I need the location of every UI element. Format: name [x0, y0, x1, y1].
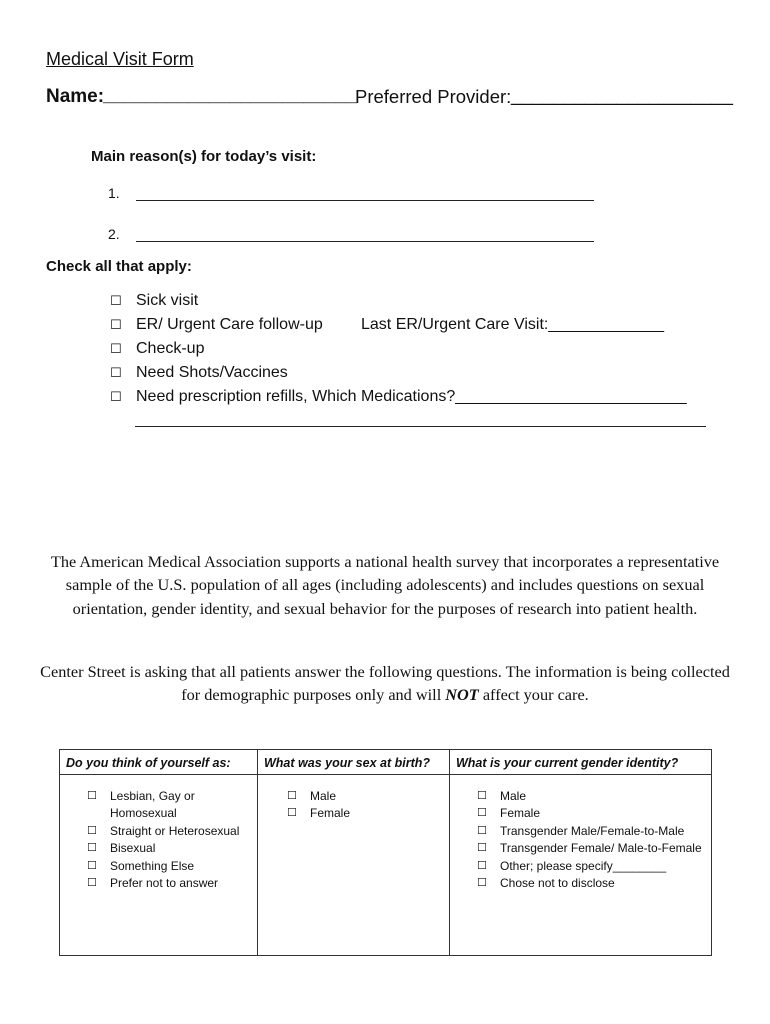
option-lesbian-gay[interactable]	[87, 788, 253, 823]
orientation-heading: Do you think of yourself as:	[60, 750, 257, 775]
option-something-else[interactable]	[87, 858, 253, 875]
option-bisexual[interactable]	[87, 840, 253, 857]
visit-reason-line-2	[108, 226, 594, 242]
gender-identity-heading: What is your current gender identity?	[450, 750, 711, 775]
checkbox[interactable]: ☐	[477, 790, 487, 802]
demographics-table	[59, 749, 712, 956]
checklist-label: Need prescription refills, Which Medications?__________________________	[136, 388, 687, 405]
option-label: Other; please specify________	[500, 858, 667, 873]
checkbox[interactable]: ☐	[477, 824, 487, 837]
option-label: Transgender Male/Female-to-Male	[500, 823, 685, 838]
sex-at-birth-options	[287, 788, 445, 823]
option-male[interactable]	[477, 788, 707, 805]
checklist-label: Sick visit	[136, 292, 199, 309]
checkbox-check-up[interactable]: ☐	[110, 341, 122, 356]
option-straight[interactable]	[87, 823, 253, 840]
name-label: Name:	[46, 86, 105, 107]
checkbox[interactable]: ☐	[87, 790, 97, 802]
option-label: Lesbian, Gay or Homosexual	[110, 789, 195, 821]
visit-reason-field-2[interactable]	[136, 227, 594, 242]
option-other-specify[interactable]	[477, 858, 707, 875]
checklist-label: Need Shots/Vaccines	[136, 364, 288, 381]
visit-reason-field-1[interactable]	[136, 186, 594, 201]
checkbox-er-followup[interactable]: ☐	[110, 317, 122, 332]
preferred-provider-label: Preferred Provider:	[355, 86, 512, 107]
option-label: Straight or Heterosexual	[110, 823, 240, 838]
checkbox[interactable]: ☐	[287, 807, 297, 820]
orientation-column	[60, 750, 258, 955]
sex-at-birth-column	[258, 750, 450, 955]
option-female[interactable]	[477, 805, 707, 822]
not-emphasis: NOT	[445, 685, 479, 705]
checkbox[interactable]: ☐	[87, 824, 97, 837]
checkbox[interactable]: ☐	[87, 877, 97, 890]
checkbox[interactable]: ☐	[477, 807, 487, 820]
sex-at-birth-heading: What was your sex at birth?	[258, 750, 449, 775]
checkbox[interactable]: ☐	[477, 842, 487, 855]
visit-reason-number: 1.	[108, 185, 120, 201]
option-chose-not-disclose[interactable]	[477, 875, 707, 892]
preferred-provider-field[interactable]: _____________________	[511, 85, 733, 106]
option-label: Bisexual	[110, 841, 156, 856]
option-label: Female	[310, 806, 351, 821]
name-field[interactable]: ________________________	[103, 85, 357, 106]
last-er-visit-field[interactable]: Last ER/Urgent Care Visit:_____________	[361, 316, 665, 333]
medications-field-continued[interactable]	[135, 412, 706, 427]
check-all-heading: Check all that apply:	[46, 258, 192, 275]
checkbox[interactable]: ☐	[87, 859, 97, 872]
form-title: Medical Visit Form	[46, 49, 194, 69]
checkbox[interactable]: ☐	[477, 859, 487, 872]
checkbox-sick-visit[interactable]: ☐	[110, 293, 122, 308]
center-street-text-end: affect your care.	[478, 685, 589, 705]
checkbox-refills[interactable]: ☐	[110, 389, 122, 404]
checklist-item-check-up	[110, 338, 687, 362]
visit-reason-line-1	[108, 185, 594, 201]
checklist-item-refills	[110, 386, 687, 410]
checkbox[interactable]: ☐	[87, 842, 97, 855]
visit-reason-heading: Main reason(s) for today’s visit:	[91, 148, 317, 165]
option-transgender-male[interactable]	[477, 823, 707, 840]
option-transgender-female[interactable]	[477, 840, 707, 857]
visit-type-checklist	[110, 290, 687, 410]
option-label: Something Else	[110, 858, 195, 873]
checkbox[interactable]: ☐	[287, 790, 297, 802]
option-prefer-not[interactable]	[87, 875, 253, 892]
center-street-paragraph	[40, 660, 730, 707]
option-label: Chose not to disclose	[500, 876, 615, 891]
option-label: Female	[500, 806, 541, 821]
option-label: Male	[310, 789, 337, 803]
option-label: Prefer not to answer	[110, 876, 219, 891]
option-female[interactable]	[287, 805, 445, 822]
orientation-options	[87, 788, 253, 892]
checkbox[interactable]: ☐	[477, 877, 487, 890]
option-male[interactable]	[287, 788, 445, 805]
checkbox-shots[interactable]: ☐	[110, 365, 122, 380]
checklist-label: ER/ Urgent Care follow-up	[136, 316, 323, 333]
ama-paragraph: The American Medical Association supports a national health survey that incorporates a representative sample of the U.S. population of all ages (including adolescents) and includes questions on sexual orientation, gender identity, and sexual behavior for the purposes of research into patient health.	[50, 552, 720, 618]
checklist-item-shots	[110, 362, 687, 386]
checklist-label: Check-up	[136, 340, 205, 357]
gender-identity-options	[477, 788, 707, 892]
visit-reason-number: 2.	[108, 226, 120, 242]
option-label: Transgender Female/ Male-to-Female	[500, 841, 702, 856]
checklist-item-sick-visit	[110, 290, 687, 314]
gender-identity-column	[450, 750, 711, 955]
option-label: Male	[500, 789, 527, 803]
center-street-text: Center Street is asking that all patients answer the following questions. The information is being collected for demographic purposes only and will	[40, 662, 730, 705]
